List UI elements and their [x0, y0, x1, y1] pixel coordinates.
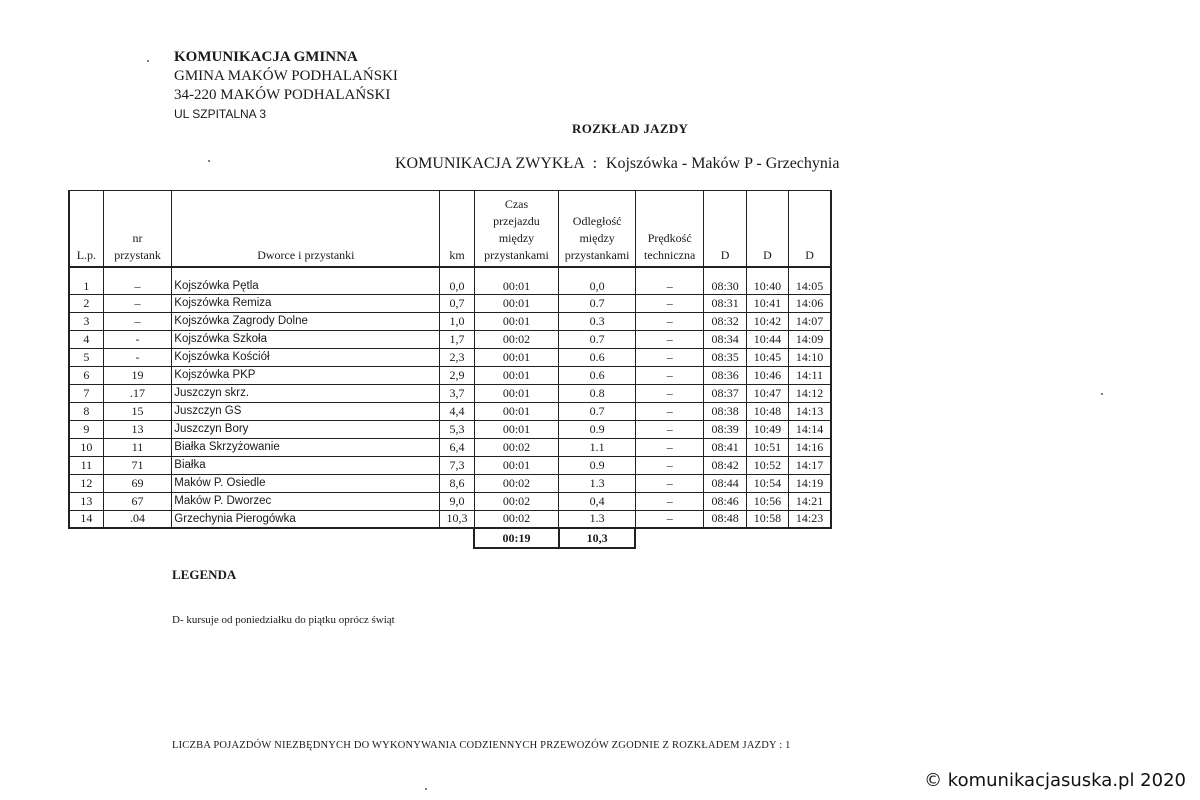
row-stop-number: 15 [103, 402, 172, 420]
col-header-nr-line2: przystank [114, 247, 161, 262]
row-stop-name: Juszczyn Bory [172, 420, 440, 438]
row-km: 0,0 [440, 267, 474, 295]
row-stop-number: 69 [103, 474, 172, 492]
row-departure-1: 08:44 [704, 474, 746, 492]
row-lp: 10 [69, 438, 103, 456]
table-row [69, 492, 831, 510]
row-stop-number: - [103, 330, 172, 348]
row-distance: 1.1 [559, 438, 636, 456]
table-row [69, 402, 831, 420]
issuer-org: KOMUNIKACJA GMINNA [174, 49, 358, 65]
row-lp: 8 [69, 402, 103, 420]
row-departure-2: 10:51 [746, 438, 788, 456]
row-travel-time: 00:02 [474, 492, 559, 510]
col-header-nr-line1: nr [132, 230, 143, 245]
row-departure-2: 10:54 [746, 474, 788, 492]
col-header-km: km [440, 191, 474, 267]
row-stop-name: Kojszówka Pętla [172, 267, 440, 295]
legend-text: D- kursuje od poniedziałku do piątku oprócz świąt [172, 614, 395, 626]
table-row [69, 456, 831, 474]
row-stop-number: – [103, 312, 172, 330]
row-km: 8,6 [440, 474, 474, 492]
row-departure-2: 10:47 [746, 384, 788, 402]
route-subtitle [395, 155, 839, 173]
row-departure-2: 10:46 [746, 366, 788, 384]
row-lp: 2 [69, 294, 103, 312]
row-stop-number: .04 [103, 510, 172, 528]
totals-spacer [69, 528, 474, 548]
row-speed: – [635, 510, 704, 528]
row-travel-time: 00:02 [474, 510, 559, 528]
row-distance: 0.7 [559, 402, 636, 420]
row-departure-1: 08:41 [704, 438, 746, 456]
col-header-czas-line1: Czas [504, 196, 529, 211]
col-header-pred-line1: Prędkość [647, 230, 692, 245]
row-speed: – [635, 456, 704, 474]
row-departure-2: 10:56 [746, 492, 788, 510]
timetable [68, 190, 832, 549]
row-distance: 0.7 [559, 330, 636, 348]
table-row [69, 438, 831, 456]
row-departure-1: 08:35 [704, 348, 746, 366]
row-speed: – [635, 294, 704, 312]
table-row [69, 312, 831, 330]
row-departure-1: 08:37 [704, 384, 746, 402]
row-departure-3: 14:23 [789, 510, 831, 528]
row-departure-3: 14:14 [789, 420, 831, 438]
col-header-czas-line3: między [498, 230, 535, 245]
col-header-odl-line3: przystankami [564, 247, 630, 262]
row-departure-3: 14:09 [789, 330, 831, 348]
row-distance: 0.8 [559, 384, 636, 402]
row-lp: 13 [69, 492, 103, 510]
col-header-czas-line2: przejazdu [493, 213, 540, 228]
row-speed: – [635, 366, 704, 384]
col-header-d1: D [704, 191, 746, 267]
table-row [69, 366, 831, 384]
row-stop-number: 13 [103, 420, 172, 438]
table-row [69, 267, 831, 295]
row-speed: – [635, 348, 704, 366]
table-row [69, 510, 831, 528]
row-stop-name: Kojszówka Kościół [172, 348, 440, 366]
route-name: Kojszówka - Maków P - Grzechynia [605, 155, 840, 172]
row-km: 1,0 [440, 312, 474, 330]
legend-heading: LEGENDA [172, 567, 237, 582]
row-lp: 4 [69, 330, 103, 348]
row-departure-3: 14:12 [789, 384, 831, 402]
row-stop-name: Juszczyn skrz. [172, 384, 440, 402]
row-distance: 0,4 [559, 492, 636, 510]
row-travel-time: 00:01 [474, 294, 559, 312]
row-departure-1: 08:36 [704, 366, 746, 384]
row-travel-time: 00:02 [474, 474, 559, 492]
row-travel-time: 00:01 [474, 456, 559, 474]
totals-spacer-right [635, 528, 831, 548]
col-header-lp: L.p. [69, 191, 103, 267]
row-speed: – [635, 384, 704, 402]
col-header-pred-line2: techniczna [644, 247, 696, 262]
row-distance: 0.9 [559, 456, 636, 474]
row-stop-number: .17 [103, 384, 172, 402]
scan-speck [425, 788, 427, 790]
row-stop-number: - [103, 348, 172, 366]
row-stop-name: Białka [172, 456, 440, 474]
row-stop-name: Kojszówka Remiza [172, 294, 440, 312]
col-header-odl-line1: Odległość [572, 213, 622, 228]
col-header-nr [103, 191, 172, 267]
scan-speck [208, 160, 210, 162]
col-header-stops: Dworce i przystanki [172, 191, 440, 267]
row-km: 0,7 [440, 294, 474, 312]
row-departure-3: 14:06 [789, 294, 831, 312]
row-stop-name: Juszczyn GS [172, 402, 440, 420]
row-speed: – [635, 492, 704, 510]
row-departure-2: 10:52 [746, 456, 788, 474]
row-speed: – [635, 474, 704, 492]
row-travel-time: 00:02 [474, 438, 559, 456]
row-stop-number: 19 [103, 366, 172, 384]
row-speed: – [635, 330, 704, 348]
row-stop-name: Maków P. Osiedle [172, 474, 440, 492]
row-travel-time: 00:01 [474, 366, 559, 384]
row-departure-3: 14:05 [789, 267, 831, 295]
row-km: 9,0 [440, 492, 474, 510]
scan-speck [147, 60, 149, 62]
table-row [69, 330, 831, 348]
col-header-odl [559, 191, 636, 267]
row-km: 3,7 [440, 384, 474, 402]
row-lp: 9 [69, 420, 103, 438]
row-km: 2,9 [440, 366, 474, 384]
row-lp: 7 [69, 384, 103, 402]
row-lp: 6 [69, 366, 103, 384]
copyright-watermark: © komunikacjasuska.pl 2020 [920, 770, 1190, 791]
row-travel-time: 00:02 [474, 330, 559, 348]
row-lp: 5 [69, 348, 103, 366]
row-departure-3: 14:19 [789, 474, 831, 492]
row-departure-1: 08:30 [704, 267, 746, 295]
row-lp: 12 [69, 474, 103, 492]
scan-speck [1101, 393, 1103, 395]
row-distance: 0,0 [559, 267, 636, 295]
row-speed: – [635, 438, 704, 456]
row-departure-1: 08:32 [704, 312, 746, 330]
row-distance: 0.6 [559, 348, 636, 366]
row-distance: 0.7 [559, 294, 636, 312]
col-header-czas-line4: przystankami [484, 247, 549, 262]
row-departure-2: 10:48 [746, 402, 788, 420]
row-km: 4,4 [440, 402, 474, 420]
row-departure-1: 08:39 [704, 420, 746, 438]
row-departure-2: 10:49 [746, 420, 788, 438]
row-stop-name: Grzechynia Pierogówka [172, 510, 440, 528]
row-speed: – [635, 312, 704, 330]
row-departure-3: 14:17 [789, 456, 831, 474]
row-departure-2: 10:58 [746, 510, 788, 528]
timetable-header-row [69, 191, 831, 267]
row-departure-1: 08:38 [704, 402, 746, 420]
row-departure-1: 08:34 [704, 330, 746, 348]
col-header-czas [474, 191, 559, 267]
table-row [69, 294, 831, 312]
row-travel-time: 00:01 [474, 402, 559, 420]
row-departure-1: 08:42 [704, 456, 746, 474]
row-departure-3: 14:16 [789, 438, 831, 456]
row-travel-time: 00:01 [474, 267, 559, 295]
row-travel-time: 00:01 [474, 348, 559, 366]
row-departure-1: 08:46 [704, 492, 746, 510]
row-distance: 1.3 [559, 510, 636, 528]
row-km: 7,3 [440, 456, 474, 474]
col-header-d3: D [789, 191, 831, 267]
row-departure-1: 08:31 [704, 294, 746, 312]
col-header-d2: D [746, 191, 788, 267]
row-speed: – [635, 420, 704, 438]
row-distance: 0.9 [559, 420, 636, 438]
row-stop-name: Kojszówka Zagrody Dolne [172, 312, 440, 330]
row-departure-2: 10:42 [746, 312, 788, 330]
timetable-body [69, 267, 831, 529]
row-stop-number: – [103, 294, 172, 312]
row-departure-3: 14:13 [789, 402, 831, 420]
col-header-odl-line2: między [579, 230, 615, 245]
row-km: 5,3 [440, 420, 474, 438]
total-odl: 10,3 [559, 528, 636, 548]
row-km: 1,7 [440, 330, 474, 348]
table-row [69, 348, 831, 366]
row-departure-3: 14:10 [789, 348, 831, 366]
row-lp: 14 [69, 510, 103, 528]
row-lp: 11 [69, 456, 103, 474]
row-stop-name: Maków P. Dworzec [172, 492, 440, 510]
route-separator: : [592, 155, 598, 172]
issuer-street: UL SZPITALNA 3 [174, 107, 267, 121]
total-czas: 00:19 [474, 528, 559, 548]
row-travel-time: 00:01 [474, 420, 559, 438]
table-row [69, 474, 831, 492]
row-stop-number: 67 [103, 492, 172, 510]
timetable-totals-row [69, 528, 831, 548]
col-header-pred [635, 191, 704, 267]
row-departure-3: 14:07 [789, 312, 831, 330]
row-distance: 0.3 [559, 312, 636, 330]
row-lp: 3 [69, 312, 103, 330]
row-departure-3: 14:21 [789, 492, 831, 510]
issuer-municipality: GMINA MAKÓW PODHALAŃSKI [174, 68, 398, 84]
row-distance: 0.6 [559, 366, 636, 384]
row-departure-2: 10:45 [746, 348, 788, 366]
issuer-header [174, 48, 398, 124]
row-departure-2: 10:40 [746, 267, 788, 295]
row-stop-name: Kojszówka PKP [172, 366, 440, 384]
row-lp: 1 [69, 267, 103, 295]
row-departure-2: 10:41 [746, 294, 788, 312]
row-distance: 1.3 [559, 474, 636, 492]
row-stop-number: – [103, 267, 172, 295]
row-speed: – [635, 402, 704, 420]
row-departure-2: 10:44 [746, 330, 788, 348]
document-title: ROZKŁAD JAZDY [572, 121, 689, 136]
row-travel-time: 00:01 [474, 384, 559, 402]
row-stop-number: 71 [103, 456, 172, 474]
issuer-postal: 34-220 MAKÓW PODHALAŃSKI [174, 87, 391, 103]
row-departure-3: 14:11 [789, 366, 831, 384]
row-km: 6,4 [440, 438, 474, 456]
vehicles-count-note: LICZBA POJAZDÓW NIEZBĘDNYCH DO WYKONYWANIA CODZIENNYCH PRZEWOZÓW ZGODNIE Z ROZKŁADEM JAZDY : 1 [172, 740, 791, 751]
row-speed: – [635, 267, 704, 295]
row-stop-name: Białka Skrzyżowanie [172, 438, 440, 456]
row-stop-number: 11 [103, 438, 172, 456]
row-departure-1: 08:48 [704, 510, 746, 528]
table-row [69, 384, 831, 402]
row-km: 10,3 [440, 510, 474, 528]
row-stop-name: Kojszówka Szkoła [172, 330, 440, 348]
row-km: 2,3 [440, 348, 474, 366]
table-row [69, 420, 831, 438]
row-travel-time: 00:01 [474, 312, 559, 330]
route-type: KOMUNIKACJA ZWYKŁA [395, 155, 584, 172]
